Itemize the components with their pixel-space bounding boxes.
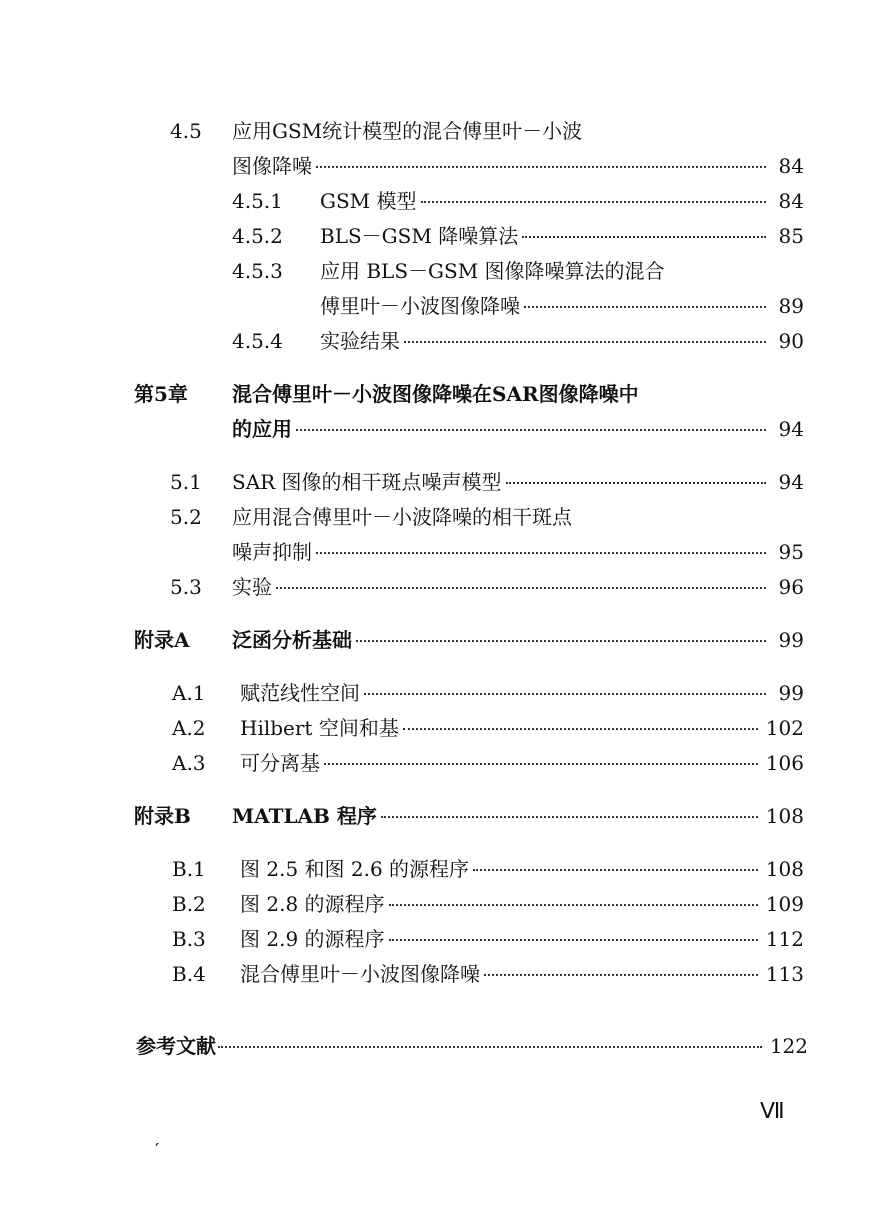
entry-title: 实验 [232,575,272,599]
toc-entry-4-5-1 [232,188,804,214]
dot-leader [421,201,766,203]
dot-leader [389,904,758,906]
toc-chapter-5 [134,381,810,407]
toc-entry-4-5-3 [232,258,804,284]
entry-page: 84 [778,154,804,178]
entry-number: 4.5.3 [232,259,283,283]
toc-entry-4-5 [170,118,810,144]
appendix-number: 附录A [134,628,190,652]
entry-page: 85 [778,224,804,248]
entry-title: GSM 模型 [320,189,417,213]
entry-number: A.1 [172,681,206,705]
dot-leader [403,728,758,730]
dot-leader [473,869,758,871]
entry-page: 122 [769,1034,808,1058]
toc-entry-4-5-3-cont [320,293,804,319]
toc-entry-4-5-2 [232,223,804,249]
entry-page: 84 [778,189,804,213]
toc-entry-a-3 [172,750,804,776]
entry-page: 94 [778,470,804,494]
dot-leader [364,693,766,695]
dot-leader [218,1046,762,1048]
entry-title: 图 2.9 的源程序 [240,927,385,951]
entry-title: SAR 图像的相干斑点噪声模型 [232,470,502,494]
toc-entry-5-1 [170,469,804,495]
dot-leader [506,482,766,484]
chapter-title-cont: 的应用 [232,417,292,441]
entry-number: 5.2 [170,505,202,529]
entry-number: A.2 [172,716,206,740]
entry-title: Hilbert 空间和基 [240,716,399,740]
toc-entry-b-3 [172,926,804,952]
entry-title: 赋范线性空间 [240,681,360,705]
entry-number: A.3 [172,751,206,775]
toc-appendix-b [134,803,804,829]
dot-leader [276,587,766,589]
entry-title: 可分离基 [240,751,320,775]
entry-page: 109 [765,892,804,916]
toc-entry-4-5-4 [232,328,804,354]
toc-entry-4-5-cont [232,153,804,179]
page-number: Ⅶ [760,1098,785,1123]
entry-number: B.4 [172,962,206,986]
dot-leader [404,341,766,343]
entry-number: 4.5.2 [232,224,283,248]
entry-number: 5.3 [170,575,202,599]
entry-number: 4.5.4 [232,329,283,353]
entry-page: 99 [778,681,804,705]
dot-leader [484,974,758,976]
entry-page: 108 [765,804,804,828]
entry-title: 图 2.8 的源程序 [240,892,385,916]
entry-number: B.2 [172,892,206,916]
entry-page: 108 [765,857,804,881]
entry-title-cont: 噪声抑制 [232,540,312,564]
entry-title-cont: 图像降噪 [232,154,312,178]
dot-leader [316,166,766,168]
toc-entry-5-2 [170,504,810,530]
toc-entry-b-2 [172,891,804,917]
entry-page: 89 [778,294,804,318]
entry-page: 96 [778,575,804,599]
toc-entry-b-1 [172,856,804,882]
entry-title: 应用 BLS－GSM 图像降噪算法的混合 [320,259,665,283]
entry-title: 混合傅里叶－小波图像降噪 [240,962,480,986]
entry-title: 应用GSM统计模型的混合傅里叶－小波 [232,119,583,143]
toc-entry-a-2 [172,715,804,741]
entry-page: 95 [778,540,804,564]
entry-page: 112 [765,927,804,951]
chapter-number: 第5章 [134,382,188,406]
entry-title: 实验结果 [320,329,400,353]
toc-entry-5-3 [170,574,804,600]
entry-page: 102 [765,716,804,740]
entry-number: B.1 [172,857,206,881]
dot-leader [381,816,758,818]
toc-entry-5-2-cont [232,539,804,565]
entry-title: BLS－GSM 降噪算法 [320,224,519,248]
dot-leader [356,640,766,642]
stray-mark: ′ [155,1140,160,1161]
dot-leader [296,429,766,431]
entry-page: 106 [765,751,804,775]
dot-leader [524,306,766,308]
toc-entry-a-1 [172,680,804,706]
references-title: 参考文献 [136,1034,216,1058]
appendix-title: 泛函分析基础 [232,628,352,652]
entry-title-cont: 傅里叶－小波图像降噪 [320,294,520,318]
appendix-title: MATLAB 程序 [232,804,377,828]
chapter-title: 混合傅里叶－小波图像降噪在SAR图像降噪中 [232,382,639,406]
toc-references [136,1033,808,1059]
entry-page: 99 [778,628,804,652]
appendix-number: 附录B [134,804,191,828]
entry-page: 90 [778,329,804,353]
entry-number: 4.5 [170,119,202,143]
entry-title: 应用混合傅里叶－小波降噪的相干斑点 [232,505,572,529]
entry-number: 4.5.1 [232,189,283,213]
entry-number: B.3 [172,927,206,951]
entry-title: 图 2.5 和图 2.6 的源程序 [240,857,470,881]
entry-number: 5.1 [170,470,202,494]
entry-page: 113 [765,962,804,986]
dot-leader [389,939,758,941]
toc-appendix-a [134,627,804,653]
dot-leader [324,763,758,765]
dot-leader [522,236,766,238]
entry-page: 94 [778,417,804,441]
toc-entry-b-4 [172,961,804,987]
toc-chapter-5-cont [232,416,804,442]
dot-leader [316,552,766,554]
